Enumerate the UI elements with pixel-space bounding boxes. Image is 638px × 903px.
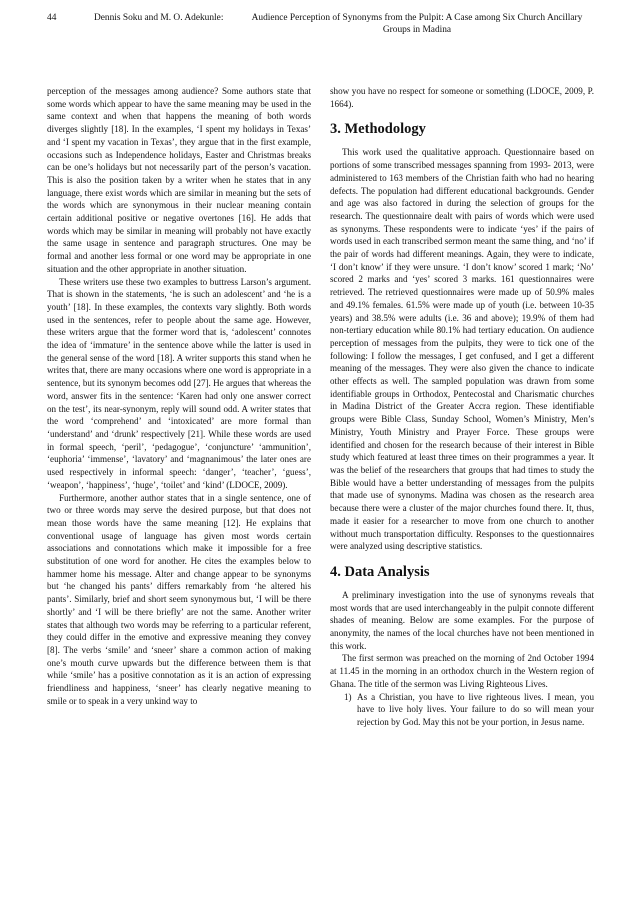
section-heading-methodology: 3. Methodology (330, 121, 426, 138)
paragraph: These writers use these two examples to buttress Larson’s argument. That is shown in the statements, ‘he is such an adolescent’ and ‘he is a youth’ [18]. In these examples, the contexts vary slightly. Both words used in the sentences, refer to people about the same age. However, these writers argue that the former word that is, ‘adolescent’ connotes the idea of ‘immature’ in the sentence above while the latter is used in the general sense of the word [18]. A writer supports this stand when he writes that, there are many occasions where one word is appropriate in a sentence, but its synonym becomes odd [27]. He argues that whereas the word, answer fits in the sentence: ‘Karen had only one answer correct on the test’, its near-synonym, reply will sound odd. A writer states that the word ‘comprehend’ and ‘intoxicated’ are more formal than ‘understand’ and ‘drunk’ respectively [21]. While these words are used in formal speech, ‘peril’, ‘pedagogue’, ‘conjuncture’ ‘ammunition’, ‘euphoria’ ‘immense’, ‘lavatory’ and ‘magnanimous’ the later ones are used respectively in informal speech: ‘danger’, ‘teacher’, ‘guess’, ‘weapon’, ‘happiness’, ‘huge’, ‘toilet’ and ‘kind’ (LDOCE, 2009). (47, 276, 311, 490)
page-number: 44 (47, 13, 57, 23)
paragraph: This work used the qualitative approach. Questionnaire based on portions of some transcribed messages spanning from 1993- 2013, were administered to 163 members of the Christian faith who had no hearing defects. The population had different educational backgrounds. Gender and age was also factored in during the selection of groups for the research. The questionnaire dealt with pairs of words which were used as synonyms. These respondents were to indicate ‘yes’ if the pairs of words used in each transcribed sermon meant the same thing, and ‘no’ if the pair of words had different meanings. Again, they were to indicate, ‘I don’t know’ if they were unsure. ‘I don’t know’ scored 1 mark; ‘No’ scored 2 marks and ‘yes’ scored 3 marks. 161 questionnaires were retrieved. The retrieved questionnaires were made up of 50.9% males and 49.1% females. 61.5% were made up of youth (i.e. between 10-35 years) and 38.5% were adults (i.e. 36 and above); 19.9% of them had non-tertiary education while 80.1% had tertiary education. On audience perception of messages from the pulpits, they were to tick one of the following: I follow the messages, I get confused, and I get a different meaning of the messages. They were also given the chance to indicate other effects as well. The sampled population was drawn from some identifiable groups in Orthodox, Pentecostal and Charismatic churches in Madina District of the Greater Accra region. These identifiable groups were Bible Class, Sunday School, Women’s Ministry, Men’s Ministry, Youth Ministry and Prayer Force. These groups were identified and chosen for the research because of their interest in Bible study which featured at least three times on their programmes a year. It was the belief of the researchers that groups that had times to study the Bible would have a better understanding of messages from the pulpits that made use of synonyms. Madina was chosen as the research area because there were a cluster of the major churches found there. It, thus, made it easier for a researcher to move from one church to another without much transportation difficulty. Responses to the questionnaires were analyzed using descriptive statistics. (330, 147, 594, 552)
paragraph: Furthermore, another author states that in a single sentence, one of two or three words may serve the desired purpose, but that does not mean those words have the same meaning [12]. He explains that conventional usage of language has given most words certain associations and connotations which make it impossible for a free substitution of one word for another. He cites the examples below to hammer home his message. Alter and change appear to be synonyms but ‘he changed his pants’ differs remarkably from ‘he altered his pants’. Similarly, brief and short seem synonymous but, ‘I will be there shortly’ and ‘I will be there briefly’ are not the same. Another writer states that although two words may be referring to a particular referent, they could differ in the emotive and expressive meaning they convey [8]. The verbs ‘smile’ and ‘sneer’ share a common action of making one’s mouth curve upwards but the difference between them is that while ‘smile’ has a positive connotation as it is an action of expressing friendliness and happiness, ‘sneer’ has clearly negative meaning to smile or to speak in a very unkind way to (47, 492, 311, 706)
running-header (0, 12, 638, 52)
paragraph: A preliminary investigation into the use of synonyms reveals that most words that are used interchangeably in the pulpit connote different shades of meaning. Below are some examples. For the purpose of anonymity, the names of the local churches have not been mentioned in this work. (330, 589, 594, 651)
paragraph: perception of the messages among audience? Some authors state that some words which appear to have the same meaning may be used in the same context and when that happens the meaning of both words diverges slightly [18]. In the examples, ‘I spent my holidays in Texas’ and ‘I spent my vacation in Texas’, they argue that in the first example, occasions such as Independence holidays, Easter and Christmas breaks can be one’s holidays but not necessarily part of the person’s vacation. This is also the position taken by a writer when he states that in any language, there exist words which are similar in meaning but the sets of the words which are synonymous in their nuclear meaning contain certain additional positive or negative overtones [16]. He adds that words which may be similar in meaning will probably not have exactly the same usage in sentence and paragraph structures. One may be formal and another less formal or one word may be appropriate in one situation and the other appropriate in another situation. (47, 86, 311, 274)
list-number: 1) (344, 691, 352, 702)
paragraph: The first sermon was preached on the morning of 2nd October 1994 at 11.45 in the morning in an orthodox church in the Western region of Ghana. The title of the sermon was Living Righteous Lives. (330, 653, 594, 689)
header-authors: Dennis Soku and M. O. Adekunle: (94, 13, 224, 23)
header-title: Audience Perception of Synonyms from the Pulpit: A Case among Six Church Ancillary Groups in Madina (251, 13, 583, 35)
right-column (330, 85, 594, 729)
section-heading-data-analysis: 4. Data Analysis (330, 563, 430, 580)
list-item (330, 691, 594, 729)
paragraph: show you have no respect for someone or something (LDOCE, 2009, P. 1664). (330, 86, 594, 109)
left-column (47, 85, 311, 707)
list-text: As a Christian, you have to live righteous lives. I mean, you have to live holy lives. Your failure to do so will mean your rejection by God. May this not be your portion, in Jesus name. (357, 691, 594, 727)
